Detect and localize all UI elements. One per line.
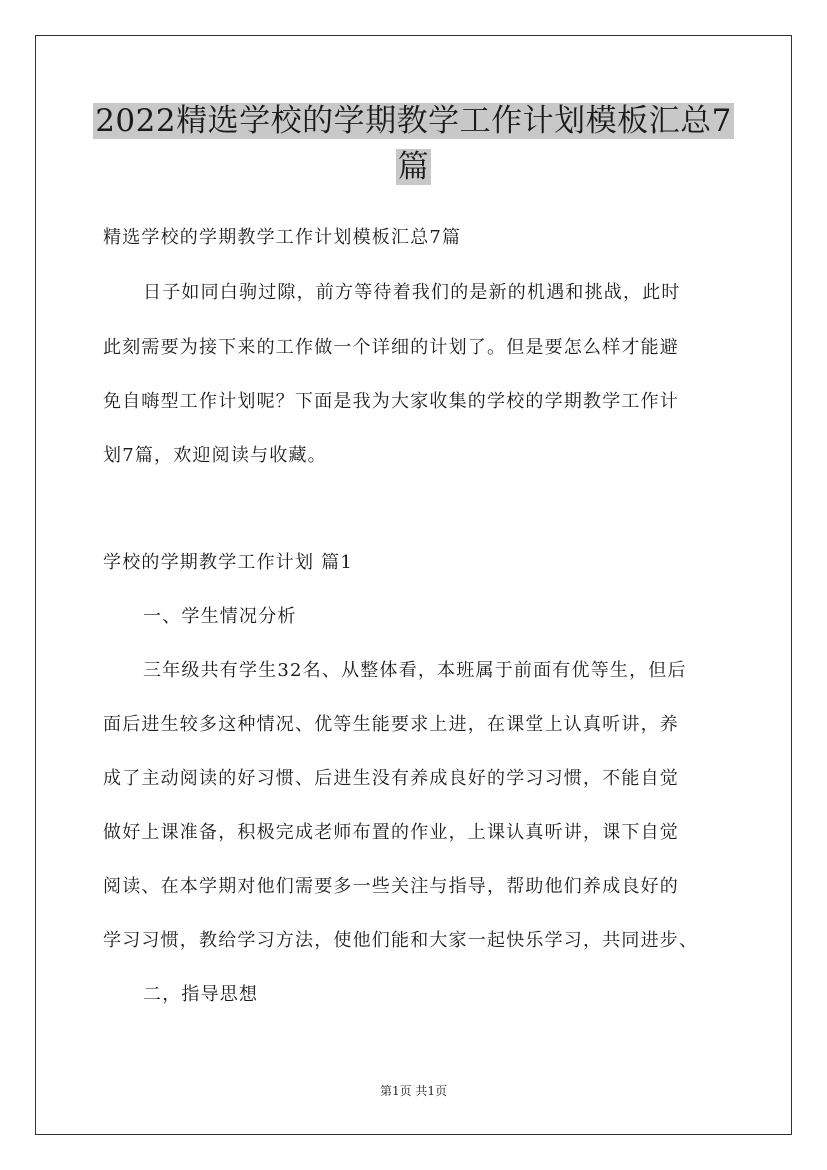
page-border [35,35,792,1135]
body-line: 阅读、在本学期对他们需要多一些关注与指导，帮助他们养成良好的 [103,876,679,897]
title-line-1: 2022精选学校的学期教学工作计划模板汇总7 [95,103,732,139]
intro-line: 此刻需要为接下来的工作做一个详细的计划了。但是要怎么样才能避 [103,337,679,358]
subheading: 一、学生情况分析 [143,606,297,627]
subheading: 二，指导思想 [143,984,259,1005]
intro-line: 日子如同白驹过隙，前方等待着我们的是新的机遇和挑战，此时 [143,282,681,303]
intro-line: 划7篇，欢迎阅读与收藏。 [103,445,327,466]
subtitle: 精选学校的学期教学工作计划模板汇总7篇 [103,227,462,248]
page-footer: 第1页 共1页 [379,1084,448,1098]
body-line: 三年级共有学生32名、从整体看，本班属于前面有优等生，但后 [143,660,687,681]
title-line-2: 篇 [397,149,430,185]
document-title [90,98,737,190]
intro-line: 免自嗨型工作计划呢？下面是我为大家收集的学校的学期教学工作计 [103,391,679,412]
body-line: 成了主动阅读的好习惯、后进生没有养成良好的学习习惯，不能自觉 [103,768,679,789]
section-heading: 学校的学期教学工作计划 篇1 [103,552,353,573]
body-line: 学习习惯，教给学习方法，使他们能和大家一起快乐学习，共同进步、 [103,930,699,951]
body-line: 面后进生较多这种情况、优等生能要求上进，在课堂上认真听讲，养 [103,714,679,735]
body-line: 做好上课准备，积极完成老师布置的作业，上课认真听讲，课下自觉 [103,822,679,843]
